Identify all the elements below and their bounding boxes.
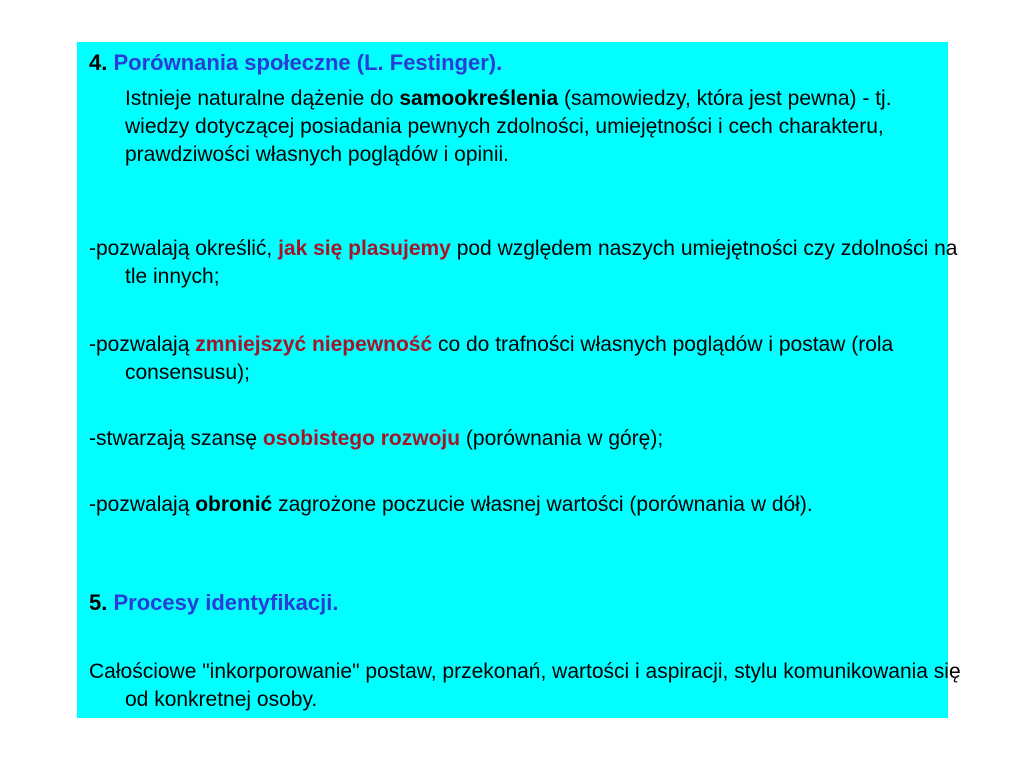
- point-4-before: -pozwalają: [89, 493, 196, 516]
- point-1-after: pod względem naszych umiejętności czy zdolności na tle innych;: [125, 237, 958, 288]
- intro-bold-term: samookreślenia: [399, 87, 559, 110]
- section-4-heading: [89, 50, 502, 76]
- section-4-intro: [125, 85, 935, 169]
- point-2-highlight: zmniejszyć niepewność: [195, 333, 433, 356]
- section-5-text: Całościowe "inkorporowanie" postaw, przekonań, wartości i aspiracji, stylu komunikowania się od konkretnej osoby.: [89, 660, 961, 711]
- point-2-before: -pozwalają: [89, 333, 196, 356]
- point-3-before: -stwarzają szansę: [89, 427, 263, 450]
- point-item-3: [89, 425, 971, 453]
- section-4-title: Porównania społeczne (L. Festinger).: [113, 50, 503, 75]
- intro-text-after: (samowiedzy, która jest pewna) - tj. wiedzy dotyczącej posiadania pewnych zdolności, umiejętności i cech charakteru, prawdziwości własnych poglądów i opinii.: [125, 87, 892, 166]
- point-4-after: zagrożone poczucie własnej wartości (porównania w dół).: [272, 493, 813, 516]
- point-3-after: (porównania w górę);: [460, 427, 664, 450]
- point-2-after: co do trafności własnych poglądów i postaw (rola consensusu);: [125, 333, 894, 384]
- section-5-title: Procesy identyfikacji.: [113, 590, 339, 615]
- point-1-highlight: jak się plasujemy: [278, 237, 451, 260]
- intro-text-before: Istnieje naturalne dążenie do: [125, 87, 400, 110]
- section-5-number: 5.: [89, 590, 108, 615]
- point-item-2: [89, 331, 971, 387]
- point-item-4: [89, 491, 971, 519]
- point-4-highlight: obronić: [195, 493, 273, 516]
- point-3-highlight: osobistego rozwoju: [262, 427, 461, 450]
- point-item-1: [89, 235, 971, 291]
- point-1-before: -pozwalają określić,: [89, 237, 279, 260]
- section-5-heading: [89, 590, 338, 616]
- slide-content-box: [77, 42, 961, 718]
- section-4-number: 4.: [89, 50, 108, 75]
